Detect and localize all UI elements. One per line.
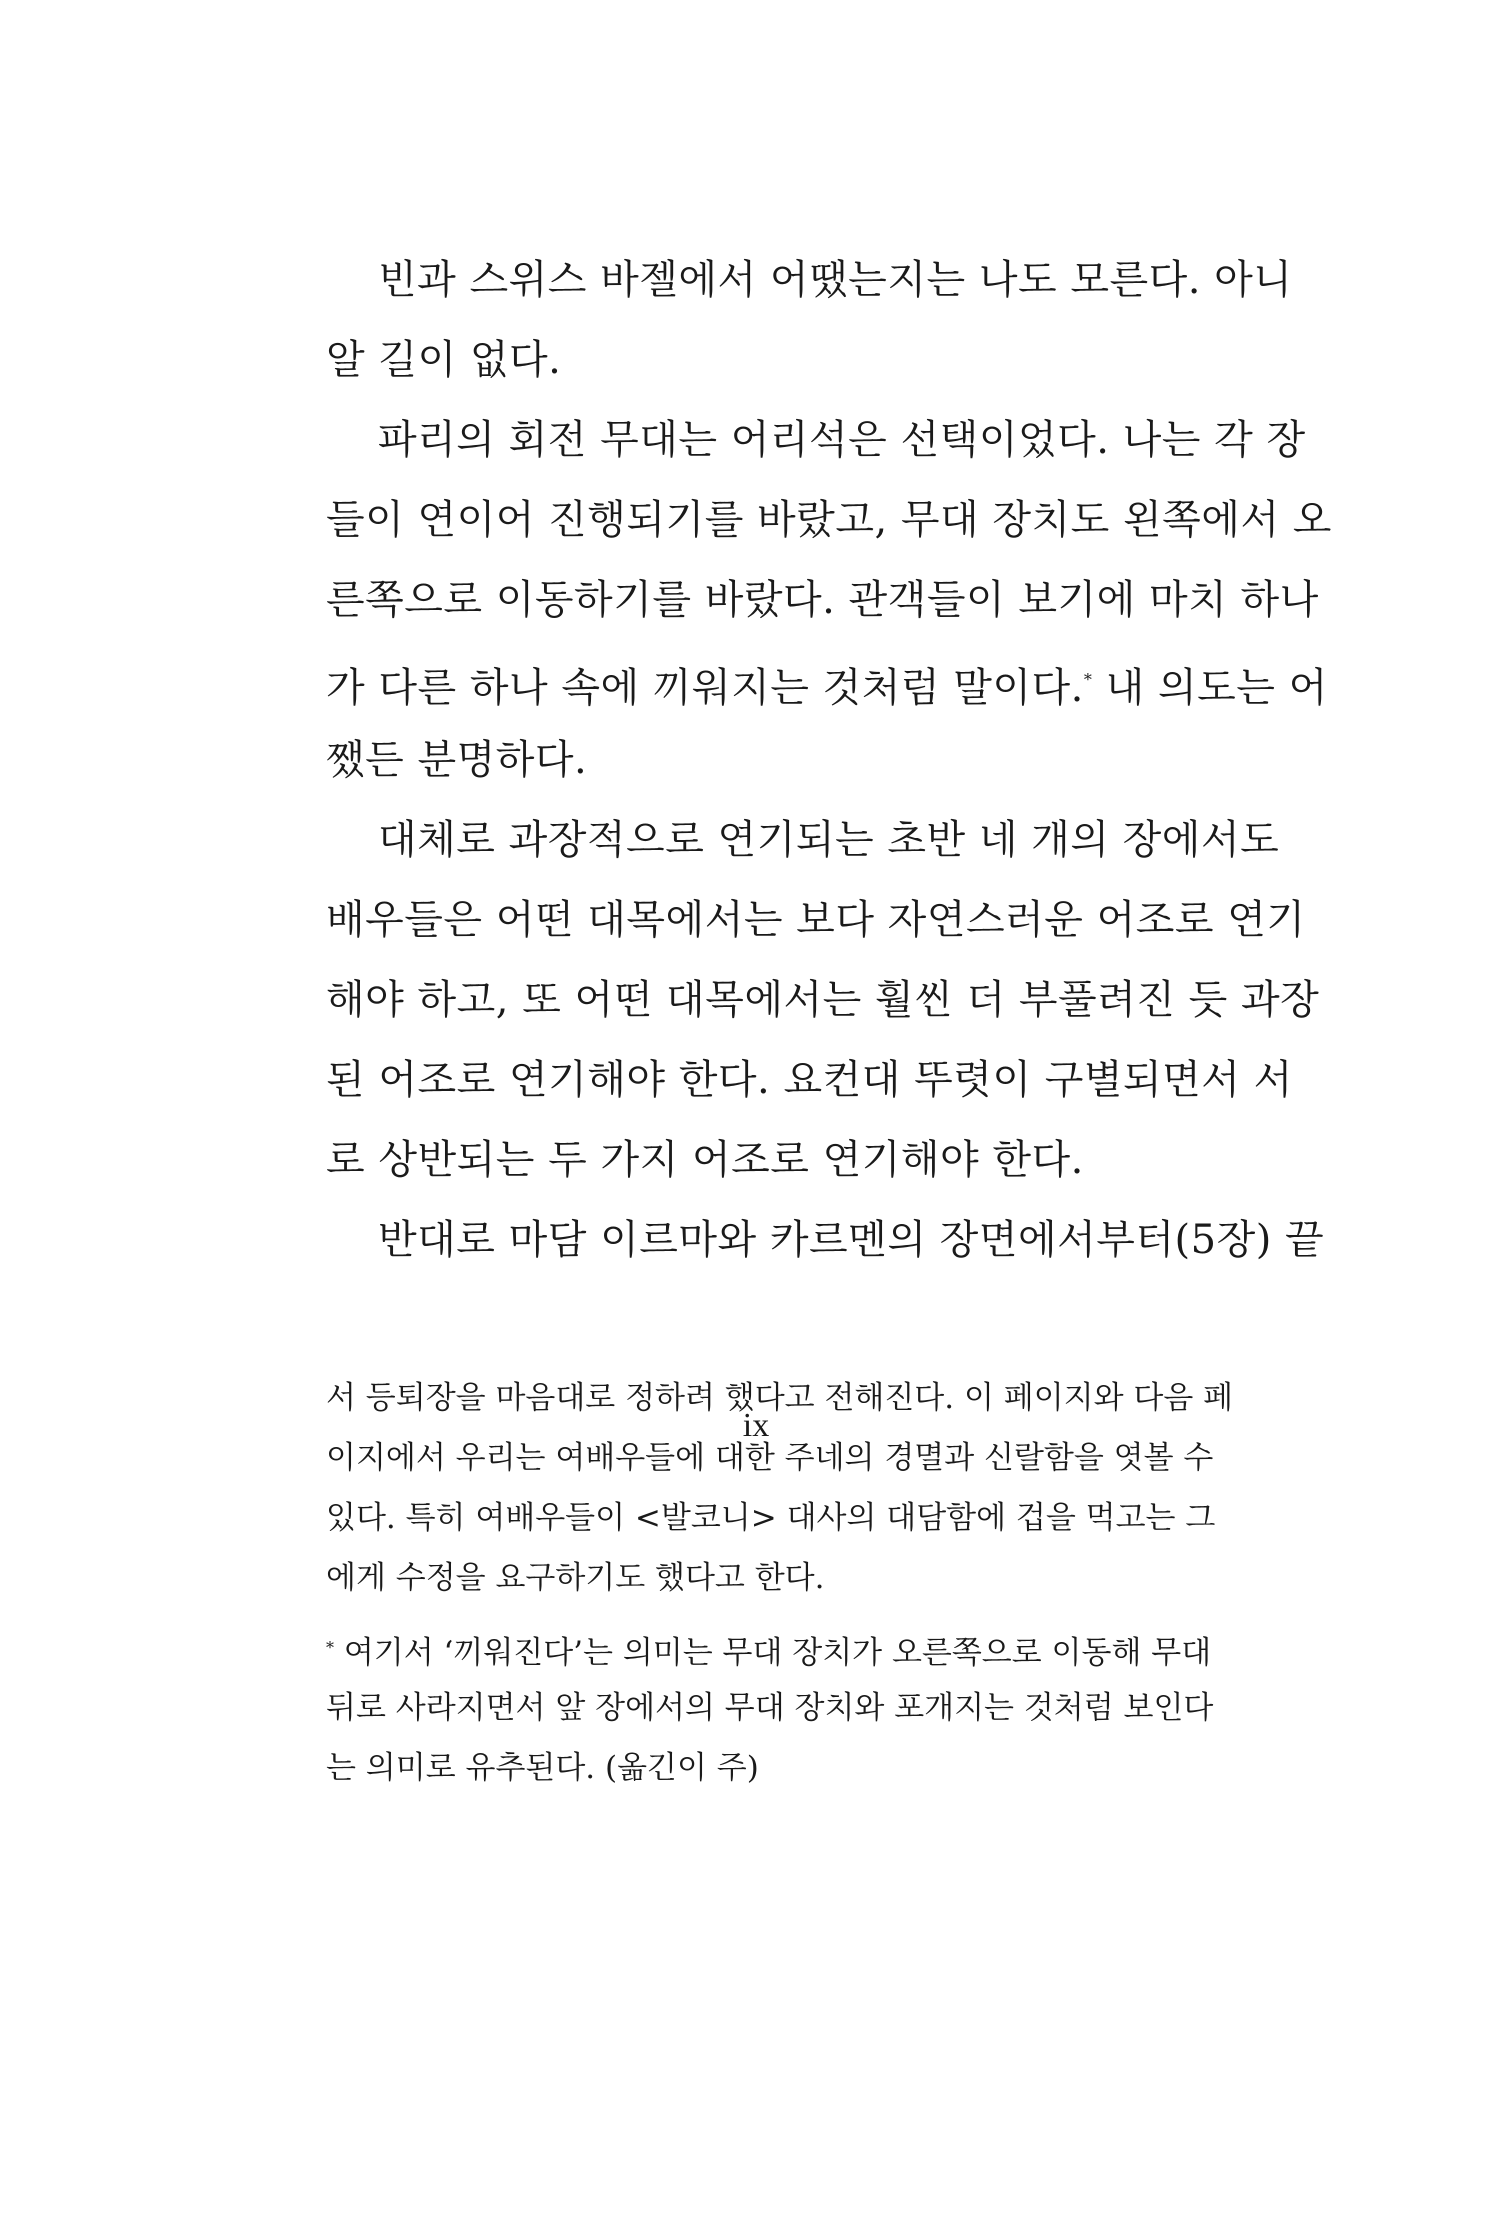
- footnote-line: 에게 수정을 요구하기도 했다고 한다.: [326, 1560, 825, 1596]
- footnote-line: 는 의미로 유추된다. (옮긴이 주): [326, 1750, 759, 1786]
- paragraph-line: 른쪽으로 이동하기를 바랐다. 관객들이 보기에 마치 하나: [326, 577, 1319, 623]
- paragraph-line: 로 상반되는 두 가지 어조로 연기해야 한다.: [326, 1137, 1084, 1183]
- paragraph-line: 된 어조로 연기해야 한다. 요컨대 뚜렷이 구별되면서 서: [326, 1057, 1293, 1103]
- line-text: 여기서 ‘끼워진다’는 의미는 무대 장치가 오른쪽으로 이동해 무대: [334, 1635, 1212, 1671]
- paragraph-line: 알 길이 없다.: [326, 337, 562, 383]
- paragraph-line: 해야 하고, 또 어떤 대목에서는 훨씬 더 부풀려진 듯 과장: [326, 977, 1320, 1023]
- footnote-marker: *: [326, 1638, 334, 1657]
- footnote-line: 서 등퇴장을 마음대로 정하려 했다고 전해진다. 이 페이지와 다음 페: [326, 1380, 1234, 1416]
- paragraph-line: [326, 640, 1328, 720]
- page-number: ix: [742, 1407, 770, 1444]
- footnote-line: 뒤로 사라지면서 앞 장에서의 무대 장치와 포개지는 것처럼 보인다: [326, 1690, 1214, 1726]
- paragraph-line: 반대로 마담 이르마와 카르멘의 장면에서부터(5장) 끝: [378, 1217, 1325, 1263]
- footnote-line: [326, 1618, 1262, 1678]
- line-text: 가 다른 하나 속에 끼워지는 것처럼 말이다.: [326, 665, 1084, 711]
- footnote-line: 있다. 특히 여배우들이 <발코니> 대사의 대담함에 겁을 먹고는 그: [326, 1500, 1216, 1536]
- footnote-marker: *: [1083, 670, 1093, 689]
- paragraph-line: 파리의 회전 무대는 어리석은 선택이었다. 나는 각 장: [378, 417, 1306, 463]
- paragraph-line: 배우들은 어떤 대목에서는 보다 자연스러운 어조로 연기: [326, 897, 1306, 943]
- paragraph-line: 쨌든 분명하다.: [326, 737, 588, 783]
- footnote-line: 이지에서 우리는 여배우들에 대한 주네의 경멸과 신랄함을 엿볼 수: [326, 1440, 1214, 1476]
- paragraph-line: 들이 연이어 진행되기를 바랐고, 무대 장치도 왼쪽에서 오: [326, 497, 1332, 543]
- line-text: 내 의도는 어: [1092, 665, 1328, 711]
- paragraph-line: 대체로 과장적으로 연기되는 초반 네 개의 장에서도: [378, 817, 1280, 863]
- paragraph-line: 빈과 스위스 바젤에서 어땠는지는 나도 모른다. 아니: [378, 257, 1293, 303]
- main-body-text: [326, 240, 1332, 1280]
